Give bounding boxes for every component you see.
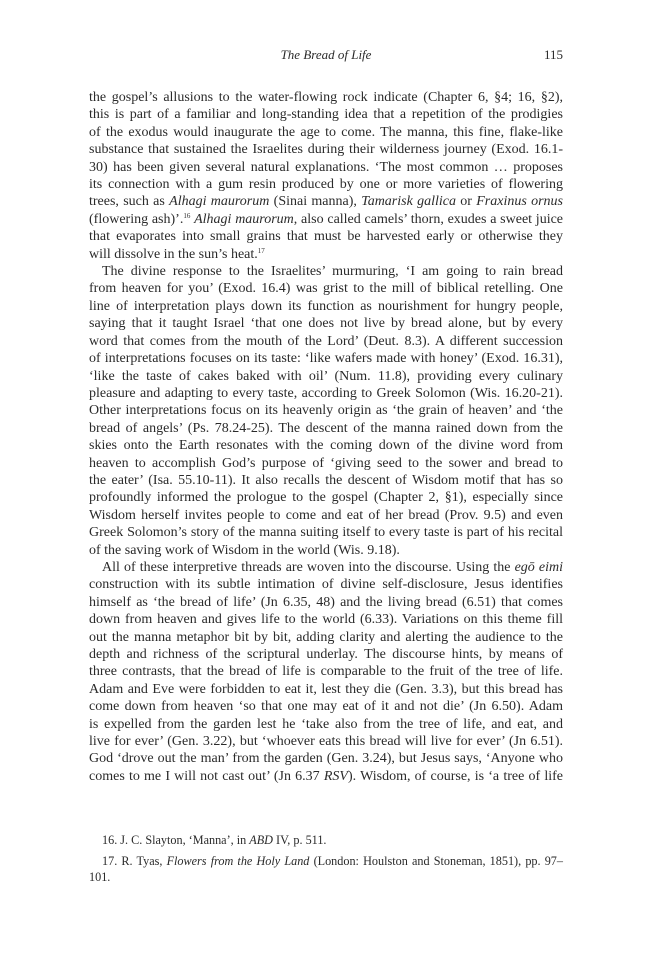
text-line: of the exodus would inaugurate the age to come. The manna, this fine, flake-like bbox=[89, 124, 563, 140]
text-line: himself as ‘the bread of life’ (Jn 6.35, 48) and the living bread (6.51) that comes bbox=[89, 594, 563, 610]
text-line: Greek Solomon’s story of the manna suiting itself to every taste is part of his recital bbox=[89, 525, 563, 541]
footnotes bbox=[89, 832, 563, 886]
footnote-17: 17. R. Tyas, Flowers from the Holy Land (London: Houlston and Stoneman, 1851), pp. 97–101. bbox=[89, 853, 563, 884]
text-line: the gospel’s allusions to the water-flowing rock indicate (Chapter 6, §4; 16, §2), bbox=[89, 90, 563, 105]
text-line: its connection with a gum resin produced by one or more varieties of flowering bbox=[89, 177, 563, 193]
text-line: from heaven for you’ (Exod. 16.4) was grist to the mill of biblical retelling. One bbox=[89, 281, 563, 297]
species-name: Alhagi maurorum bbox=[194, 211, 294, 227]
text-line: pleasure and adapting to every taste, according to Greek Solomon (Wis. 16.20-21). bbox=[89, 385, 563, 401]
greek-term: egō eimi bbox=[514, 559, 563, 575]
text-line: trees, such as Alhagi maurorum (Sinai manna), Tamarisk gallica or Fraxinus ornus bbox=[89, 194, 563, 210]
species-name: Tamarisk gallica bbox=[361, 194, 456, 210]
text-line: Other interpretations focus on its heavenly origin as ‘the grain of heaven’ and ‘the bbox=[89, 403, 563, 419]
text-line: the eater’ (Isa. 55.10-11). It also recalls the descent of Wisdom motif that has so bbox=[89, 472, 563, 488]
text-line: God ‘drove out the man’ from the garden (Gen. 3.24), but Jesus says, ‘Anyone who bbox=[89, 751, 563, 767]
text-line: live for ever’ (Gen. 3.22), but ‘whoever eats this bread will live for ever’ (Jn 6.51). bbox=[89, 734, 563, 750]
species-name: Alhagi maurorum bbox=[169, 194, 270, 210]
text-line: three contrasts, that the bread of life is comparable to the fruit of the tree of life. bbox=[89, 664, 563, 680]
footnote-ref-16: 16 bbox=[183, 211, 191, 220]
text-line: heaven to accomplish God’s purpose of ‘giving seed to the sower and bread to bbox=[89, 455, 563, 471]
text-line: ‘like the taste of cakes baked with oil’ (Num. 11.8), providing every culinary bbox=[89, 368, 563, 384]
page-number: 115 bbox=[543, 47, 563, 62]
text-line: The divine response to the Israelites’ murmuring, ‘I am going to rain bread bbox=[102, 264, 563, 280]
running-title: The Bread of Life bbox=[280, 47, 372, 62]
text-line: word that comes from the mouth of the Lord’ (Deut. 8.3). A different succession bbox=[89, 333, 563, 349]
text-line: that evaporates into small grains that must be harvested early or otherwise they bbox=[89, 229, 563, 245]
version-abbrev: RSV bbox=[323, 768, 348, 784]
text-line: substance that sustained the Israelites during their wilderness journey (Exod. 16.1- bbox=[89, 142, 563, 158]
text-line: Wisdom herself invites people to come and eat of her bread (Prov. 9.5) and even bbox=[89, 507, 563, 523]
footnote-16: 16. J. C. Slayton, ‘Manna’, in ABD IV, p. 511. bbox=[102, 833, 327, 847]
text-line: this is part of a familiar and long-standing idea that a repetition of the prodigies bbox=[89, 107, 563, 123]
text-line: will dissolve in the sun’s heat.$^{17}$ bbox=[89, 246, 265, 262]
species-name: Fraxinus ornus bbox=[476, 194, 563, 210]
text-line: out the manna metaphor bit by bit, adding clarity and alerting the audience to the bbox=[89, 629, 563, 645]
text-line: bread of angels’ (Ps. 78.24-25). The descent of the manna rained down from the bbox=[89, 420, 563, 436]
text-line: of the saving work of Wisdom in the world (Wis. 9.18). bbox=[89, 542, 400, 558]
text-line: come down from heaven ‘so that one may eat of it and not die’ (Jn 6.50). Adam bbox=[89, 699, 563, 715]
text-line: 30) has been given several natural explanations. ‘The most common … proposes bbox=[89, 159, 563, 175]
text-line: (flowering ash)’.$^{16}$ Alhagi maurorum, also called camels’ thorn, exudes a sweet juice bbox=[89, 211, 564, 227]
text-line: down from heaven and gives life to the world (6.33). Variations on this theme fill bbox=[89, 612, 563, 628]
text-line: Adam and Eve were forbidden to eat it, lest they die (Gen. 3.3), but this bread has bbox=[89, 681, 563, 697]
text-line: is expelled from the garden lest he ‘take also from the tree of life, and eat, and bbox=[89, 716, 563, 732]
running-head bbox=[89, 46, 563, 64]
text-line: depth and richness of the scriptural underlay. The discourse hints, by means of bbox=[89, 647, 563, 662]
body-text bbox=[89, 89, 563, 785]
text-line: comes to me I will not cast out’ (Jn 6.37 RSV). Wisdom, of course, is ‘a tree of life bbox=[89, 768, 563, 784]
footnote-ref-17: 17 bbox=[257, 246, 265, 255]
text-line: profoundly informed the prologue to the gospel (Chapter 2, §1), especially since bbox=[89, 490, 563, 506]
text-line: construction with its subtle intimation of divine self-disclosure, Jesus identifies bbox=[89, 577, 563, 593]
text-line: saying that it taught Israel ‘that one does not live by bread alone, but by every bbox=[89, 316, 563, 332]
text-line: skies onto the Earth resonates with the coming down of the divine word from bbox=[89, 438, 563, 454]
text-line: line of interpretation plays down its function as nourishment for hungry people, bbox=[89, 298, 563, 314]
text-line: of interpretations focuses on its taste: ‘like wafers made with honey’ (Exod. 16.31), bbox=[89, 351, 563, 367]
text-line: All of these interpretive threads are woven into the discourse. Using the egō eimi bbox=[102, 559, 563, 575]
